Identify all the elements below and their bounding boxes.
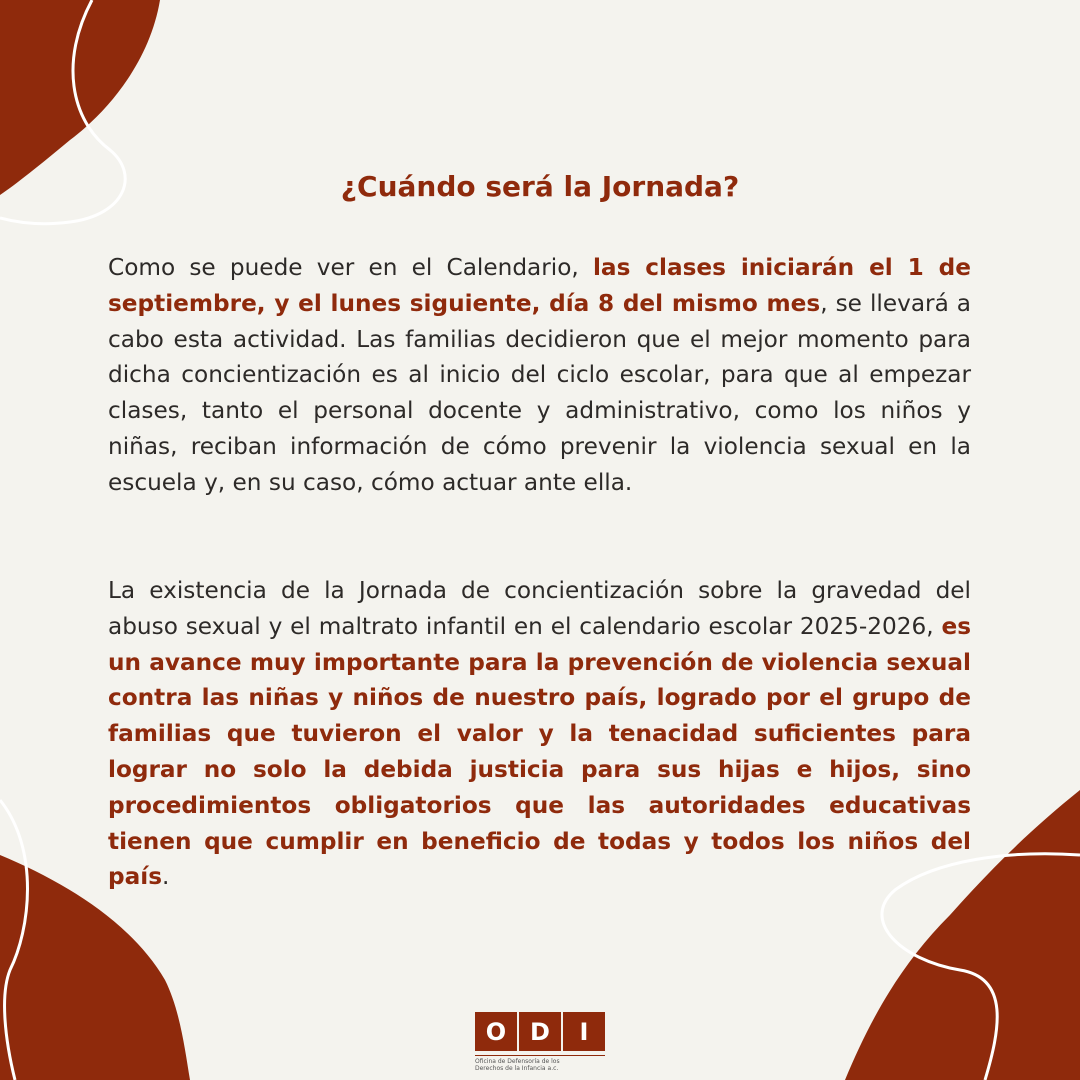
odi-logo <box>475 1012 605 1074</box>
paragraph-text: La existencia de la Jornada de concientización sobre la gravedad del abuso sexual y el maltrato infantil en el calendario escolar 2025-2026, <box>108 577 971 640</box>
logo-letters <box>475 1012 605 1051</box>
logo-caption <box>475 1058 605 1072</box>
logo-caption-line1: Oficina de Defensoría de los <box>475 1058 560 1065</box>
logo-caption-line2: Derechos de la Infancia a.c. <box>475 1065 559 1072</box>
paragraph-text: Como se puede ver en el Calendario, <box>108 254 593 281</box>
paragraph-text: . <box>162 863 170 891</box>
paragraph-text: , se llevará a cabo esta actividad. Las familias decidieron que el mejor momento para dicha concientización es al inicio del ciclo escolar, para que al empezar clases, tanto el personal docente y administrativo, como los niños y niñas, reciban información de cómo prevenir la violencia sexual en la escuela y, en su caso, cómo actuar ante ella. <box>108 289 971 496</box>
logo-divider <box>475 1055 605 1056</box>
logo-letter-i: I <box>563 1012 605 1051</box>
logo-letter-o: O <box>475 1012 517 1051</box>
highlighted-text: las clases iniciarán el 1 de septiembre, y el lunes siguiente, día 8 del mismo mes <box>108 254 971 317</box>
logo-letter-d: D <box>519 1012 561 1051</box>
page-title: ¿Cuándo será la Jornada? <box>340 170 740 203</box>
paragraph-schedule <box>108 250 971 501</box>
highlighted-text: es un avance muy importante para la prevención de violencia sexual contra las niñas y niños de nuestro país, logrado por el grupo de familias que tuvieron el valor y la tenacidad suficientes para lograr no solo la debida justicia para sus hijas e hijos, sino procedimientos obligatorios que las autoridades educativas tienen que cumplir en beneficio de todas y todos los niños del país <box>108 612 971 891</box>
paragraph-importance <box>108 573 971 895</box>
